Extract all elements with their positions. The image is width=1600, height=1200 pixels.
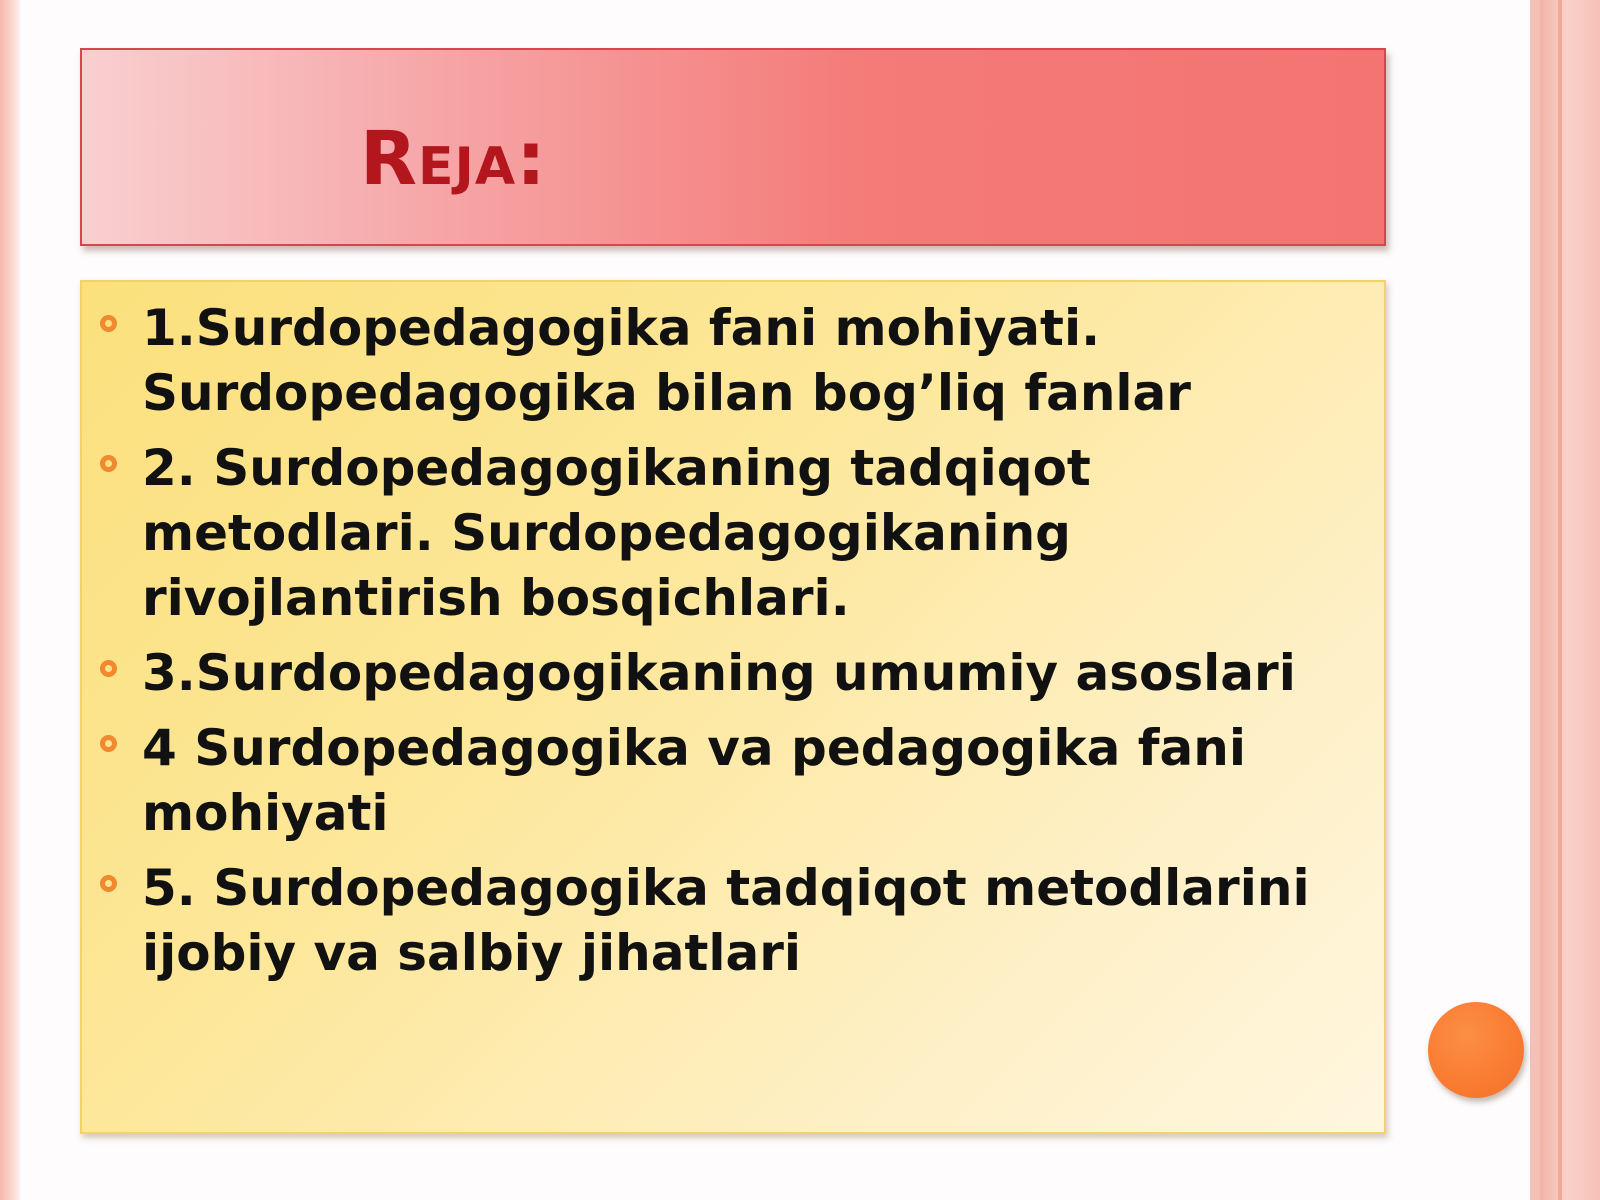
right-decorative-stripe — [1530, 0, 1540, 1200]
right-decorative-line — [1558, 0, 1562, 1200]
bullet-item-1 — [142, 296, 1344, 426]
bullet-ring-icon — [100, 315, 117, 332]
bullet-ring-icon — [100, 875, 117, 892]
right-decorative-band — [1540, 0, 1600, 1200]
left-decorative-border — [0, 0, 20, 1200]
bullet-text: 4 Surdopedagogika va pedagogika fani mohiyati — [142, 719, 1246, 842]
bullet-text: 1.Surdopedagogika fani mohiyati. Surdopedagogika bilan bog’liq fanlar — [142, 299, 1191, 422]
bullet-text: 3.Surdopedagogikaning umumiy asoslari — [142, 644, 1296, 702]
title-box — [80, 48, 1386, 246]
bullet-ring-icon — [100, 455, 117, 472]
bullet-item-2 — [142, 436, 1344, 631]
orange-circle-decoration — [1428, 1002, 1524, 1098]
bullet-ring-icon — [100, 735, 117, 752]
bullet-text: 2. Surdopedagogikaning tadqiqot metodlari. Surdopedagogikaning rivojlantirish bosqichlari. — [142, 439, 1091, 627]
content-box — [80, 280, 1386, 1134]
bullet-text: 5. Surdopedagogika tadqiqot metodlarini ijobiy va salbiy jihatlari — [142, 859, 1310, 982]
slide-title: Reja: — [360, 116, 547, 202]
bullet-list — [82, 282, 1384, 986]
bullet-item-4 — [142, 716, 1344, 846]
bullet-item-5 — [142, 856, 1344, 986]
bullet-item-3 — [142, 641, 1344, 706]
bullet-ring-icon — [100, 660, 117, 677]
